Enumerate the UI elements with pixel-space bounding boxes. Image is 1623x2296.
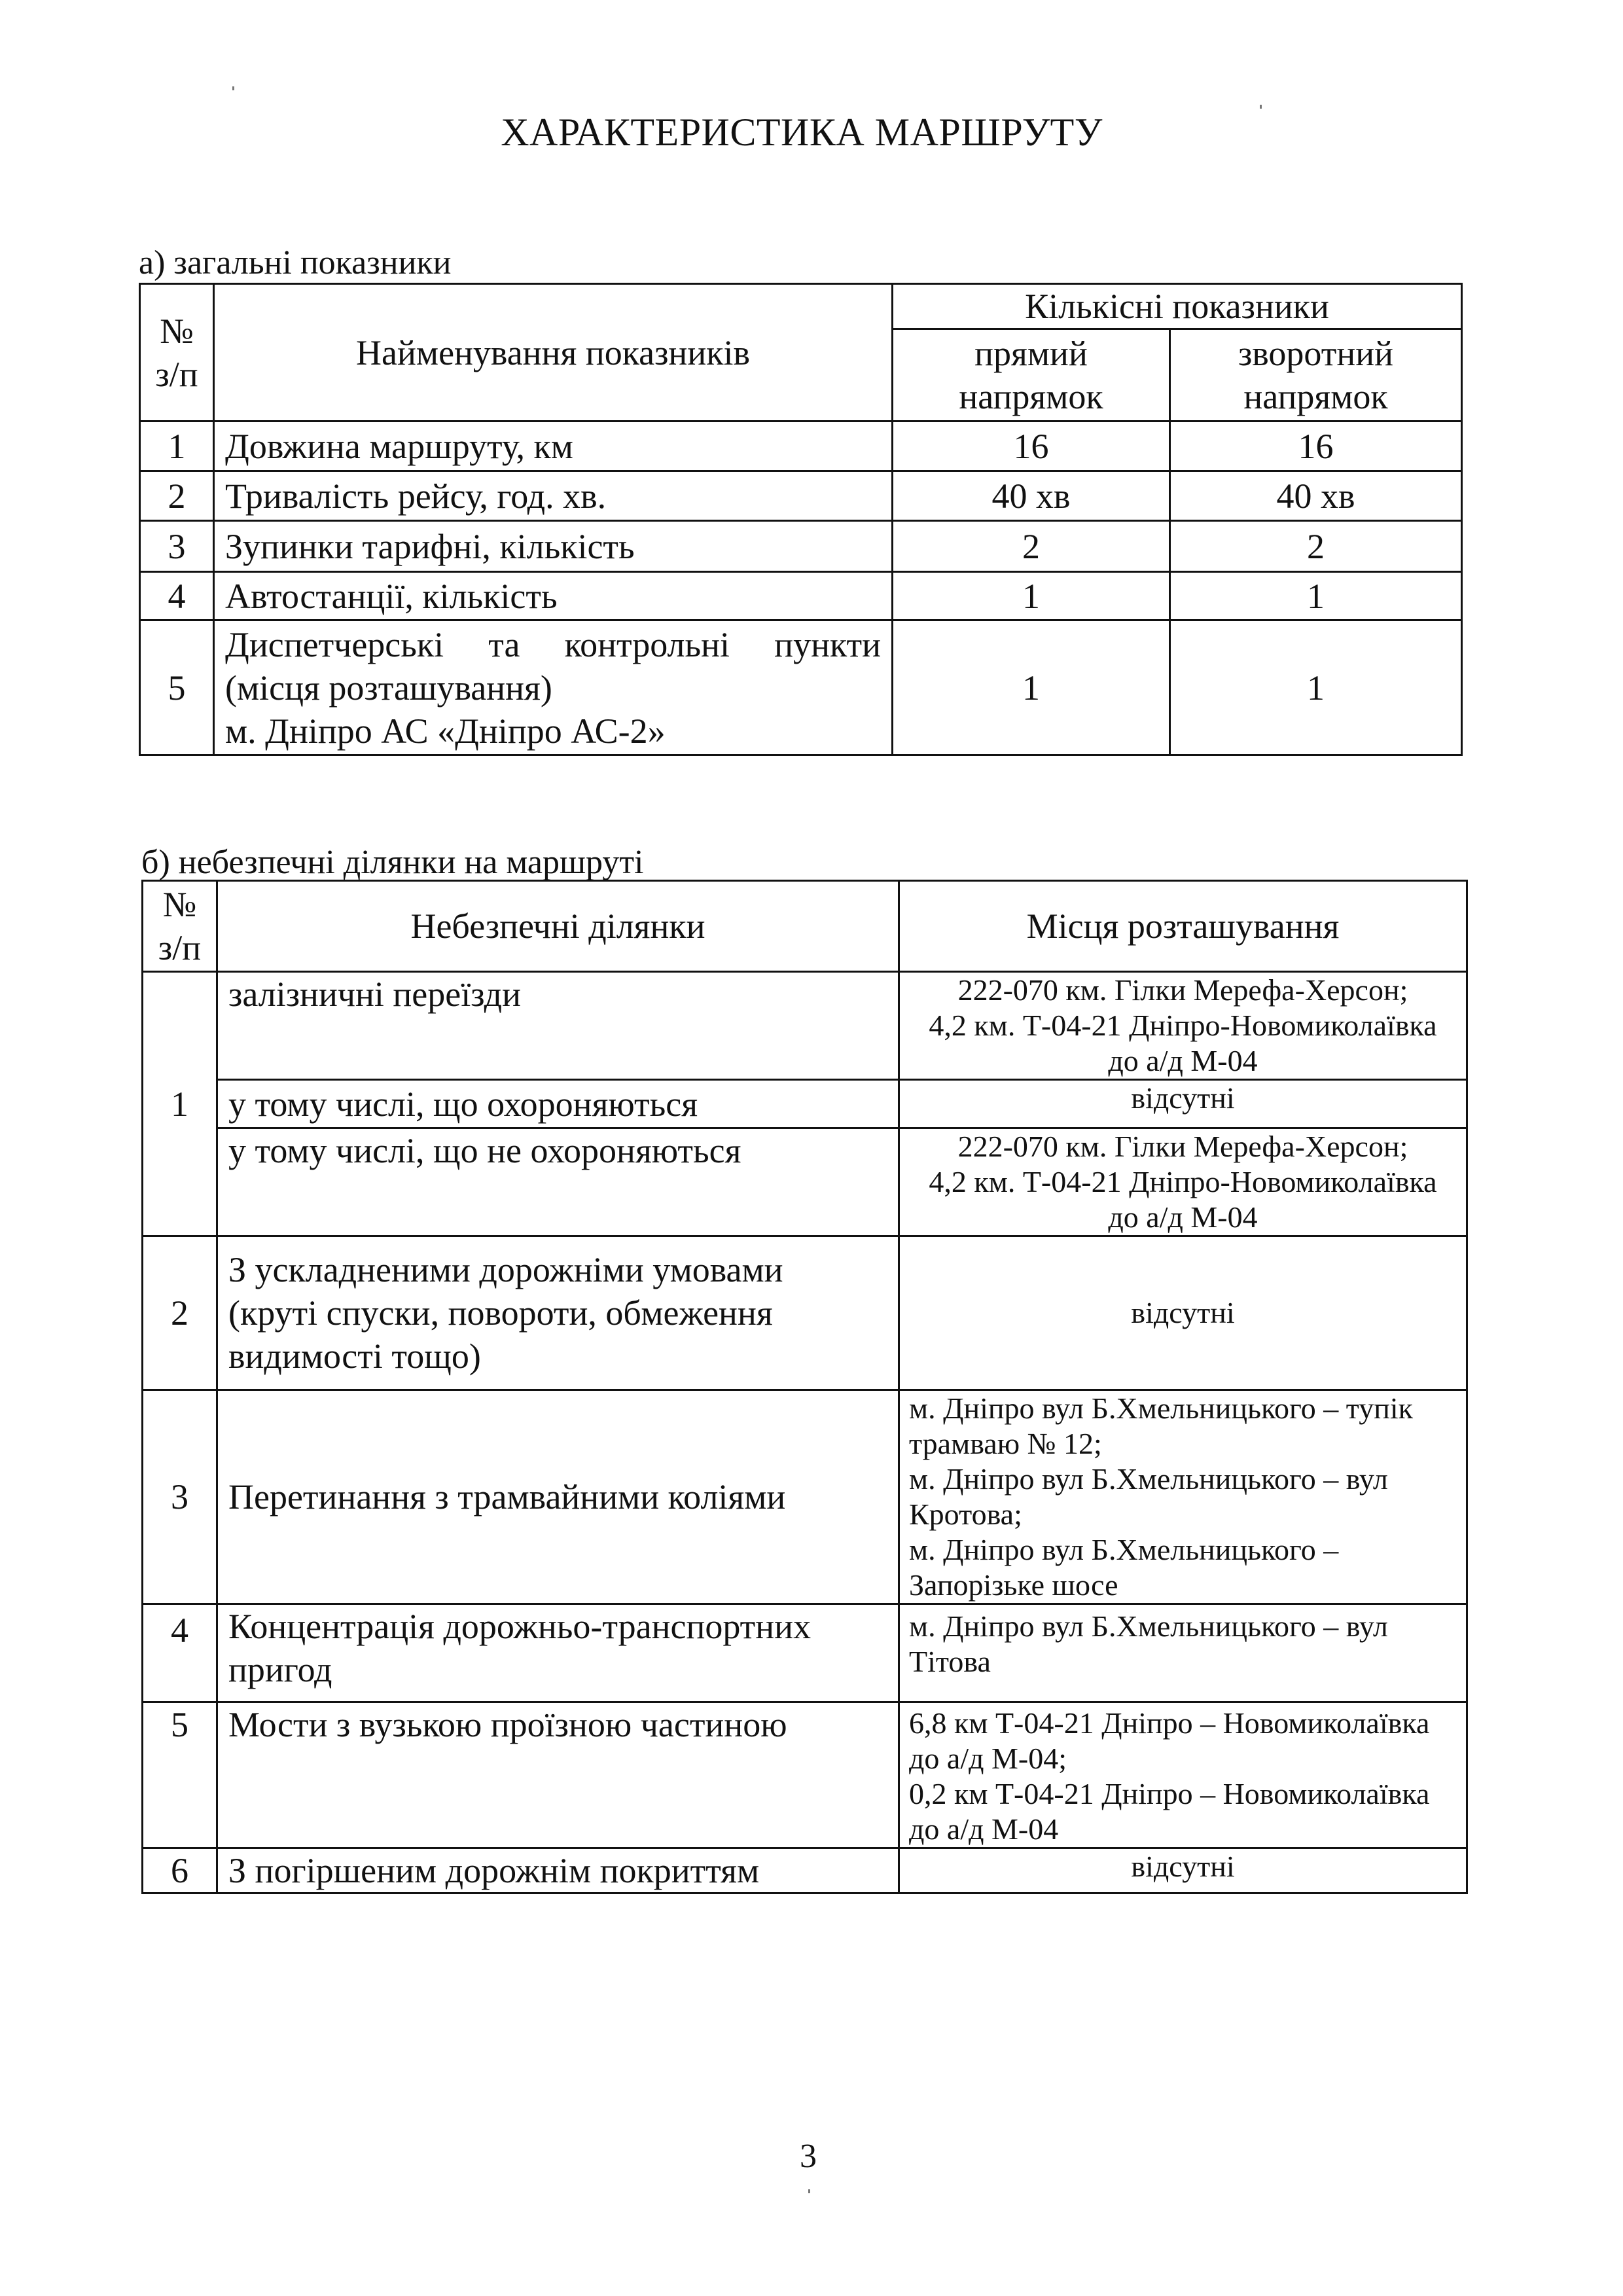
section-b-label: б) небезпечні ділянки на маршруті: [141, 844, 644, 881]
reverse-value: 40 хв: [1170, 471, 1462, 521]
reverse-value: 1: [1170, 620, 1462, 755]
hazard-location: відсутні: [899, 1080, 1467, 1128]
row-number: 1: [143, 972, 217, 1236]
header-number-symbol: №: [162, 885, 197, 924]
scan-speck: [808, 2189, 810, 2193]
header-quantitative: Кількісні показники: [893, 284, 1462, 329]
scan-speck: [1260, 105, 1262, 109]
hazard-location: [899, 1702, 1467, 1848]
header-forward-line1: прямий: [974, 334, 1088, 373]
hazard-location: [899, 1604, 1467, 1702]
header-reverse-direction: [1170, 329, 1462, 422]
forward-value: 40 хв: [893, 471, 1170, 521]
location-line: до а/д М-04: [1108, 1200, 1258, 1234]
forward-value: 2: [893, 521, 1170, 572]
header-forward-direction: [893, 329, 1170, 422]
indicator-name: Тривалість рейсу, год. хв.: [214, 471, 893, 521]
header-number-abbr: з/п: [158, 928, 202, 967]
indicator-name: Зупинки тарифні, кількість: [214, 521, 893, 572]
table-row: [143, 1702, 1467, 1848]
row-number: 1: [140, 422, 214, 471]
forward-value: 16: [893, 422, 1170, 471]
header-number: [143, 881, 217, 972]
page-number: 3: [800, 2138, 817, 2175]
row-number: 5: [143, 1702, 217, 1848]
hazard-name: [217, 1604, 899, 1702]
row-number: 4: [143, 1604, 217, 1702]
row-number: 3: [143, 1390, 217, 1604]
hazard-name: [217, 1236, 899, 1390]
table-row: [143, 1128, 1467, 1236]
location-line: 222-070 км. Гілки Мерефа-Херсон;: [957, 973, 1408, 1007]
hazard-location: [899, 1390, 1467, 1604]
header-location: Місця розташування: [899, 881, 1467, 972]
hazard-name: у тому числі, що охороняються: [217, 1080, 899, 1128]
forward-value: 1: [893, 572, 1170, 620]
hazard-location: [899, 972, 1467, 1080]
row-number: 6: [143, 1848, 217, 1893]
forward-value: 1: [893, 620, 1170, 755]
reverse-value: 2: [1170, 521, 1462, 572]
row-number: 2: [140, 471, 214, 521]
location-line: м. Дніпро вул Б.Хмельницького – вул: [909, 1609, 1388, 1643]
row-number: 4: [140, 572, 214, 620]
header-number: [140, 284, 214, 422]
hazard-name-line: З ускладненими дорожніми умовами: [228, 1250, 783, 1289]
table-row: [143, 1236, 1467, 1390]
reverse-value: 16: [1170, 422, 1462, 471]
hazard-name: Перетинання з трамвайними коліями: [217, 1390, 899, 1604]
hazard-location: [899, 1128, 1467, 1236]
location-line: до а/д М-04: [909, 1812, 1059, 1846]
indicator-name: Автостанції, кількість: [214, 572, 893, 620]
reverse-value: 1: [1170, 572, 1462, 620]
page-title: ХАРАКТЕРИСТИКА МАРШРУТУ: [501, 111, 1103, 154]
table-row: [143, 972, 1467, 1080]
location-line: 0,2 км Т-04-21 Дніпро – Новомиколаївка: [909, 1777, 1430, 1810]
location-line: трамваю № 12;: [909, 1427, 1102, 1460]
indicator-name-line3: м. Дніпро АС «Дніпро АС-2»: [225, 711, 666, 751]
location-line: 6,8 км Т-04-21 Дніпро – Новомиколаївка: [909, 1706, 1430, 1740]
header-number-abbr: з/п: [155, 354, 198, 394]
table-row: [140, 471, 1462, 521]
location-line: до а/д М-04: [1108, 1044, 1258, 1077]
hazard-name: З погіршеним дорожнім покриттям: [217, 1848, 899, 1893]
table-row: [143, 1604, 1467, 1702]
table-row: [143, 1080, 1467, 1128]
hazardous-sections-table: [141, 880, 1468, 1894]
location-line: Запорізьке шосе: [909, 1568, 1118, 1602]
location-line: 222-070 км. Гілки Мерефа-Херсон;: [957, 1130, 1408, 1163]
indicator-name-line1: Диспетчерські та контрольні пункти: [225, 624, 881, 664]
hazard-name: залізничні переїзди: [217, 972, 899, 1080]
header-indicator-name: Найменування показників: [214, 284, 893, 422]
row-number: 3: [140, 521, 214, 572]
hazard-location: відсутні: [899, 1236, 1467, 1390]
hazard-name: Мости з вузькою проїзною частиною: [217, 1702, 899, 1848]
general-indicators-table: [139, 283, 1463, 756]
location-line: м. Дніпро вул Б.Хмельницького –: [909, 1533, 1339, 1566]
hazard-name-line: видимості тощо): [228, 1336, 481, 1376]
location-line: до а/д М-04;: [909, 1742, 1067, 1775]
hazard-name-line: пригод: [228, 1650, 332, 1689]
hazard-name-line: (круті спуски, повороти, обмеження: [228, 1293, 773, 1333]
section-a-label: а) загальні показники: [139, 244, 452, 281]
row-number: 5: [140, 620, 214, 755]
header-reverse-line1: зворотний: [1238, 334, 1394, 373]
table-row: [140, 620, 1462, 755]
location-line: Кротова;: [909, 1498, 1022, 1531]
table-row: [143, 1390, 1467, 1604]
header-number-symbol: №: [160, 311, 194, 351]
table-row: [140, 422, 1462, 471]
table-row: [140, 572, 1462, 620]
location-line: Тітова: [909, 1645, 991, 1678]
location-line: 4,2 км. Т-04-21 Дніпро-Новомиколаївка: [929, 1009, 1437, 1042]
header-reverse-line2: напрямок: [1243, 377, 1388, 416]
header-hazard: Небезпечні ділянки: [217, 881, 899, 972]
table-row: [140, 521, 1462, 572]
location-line: м. Дніпро вул Б.Хмельницького – тупік: [909, 1391, 1413, 1425]
header-forward-line2: напрямок: [959, 377, 1103, 416]
hazard-name: у тому числі, що не охороняються: [217, 1128, 899, 1236]
scan-speck: [232, 86, 234, 90]
indicator-name-line2: (місця розташування): [225, 668, 552, 708]
hazard-name-line: Концентрація дорожньо-транспортних: [228, 1607, 812, 1646]
table-row: [143, 1848, 1467, 1893]
indicator-name: [214, 620, 893, 755]
location-line: 4,2 км. Т-04-21 Дніпро-Новомиколаївка: [929, 1165, 1437, 1198]
indicator-name: Довжина маршруту, км: [214, 422, 893, 471]
location-line: м. Дніпро вул Б.Хмельницького – вул: [909, 1462, 1388, 1496]
row-number: 2: [143, 1236, 217, 1390]
hazard-location: відсутні: [899, 1848, 1467, 1893]
